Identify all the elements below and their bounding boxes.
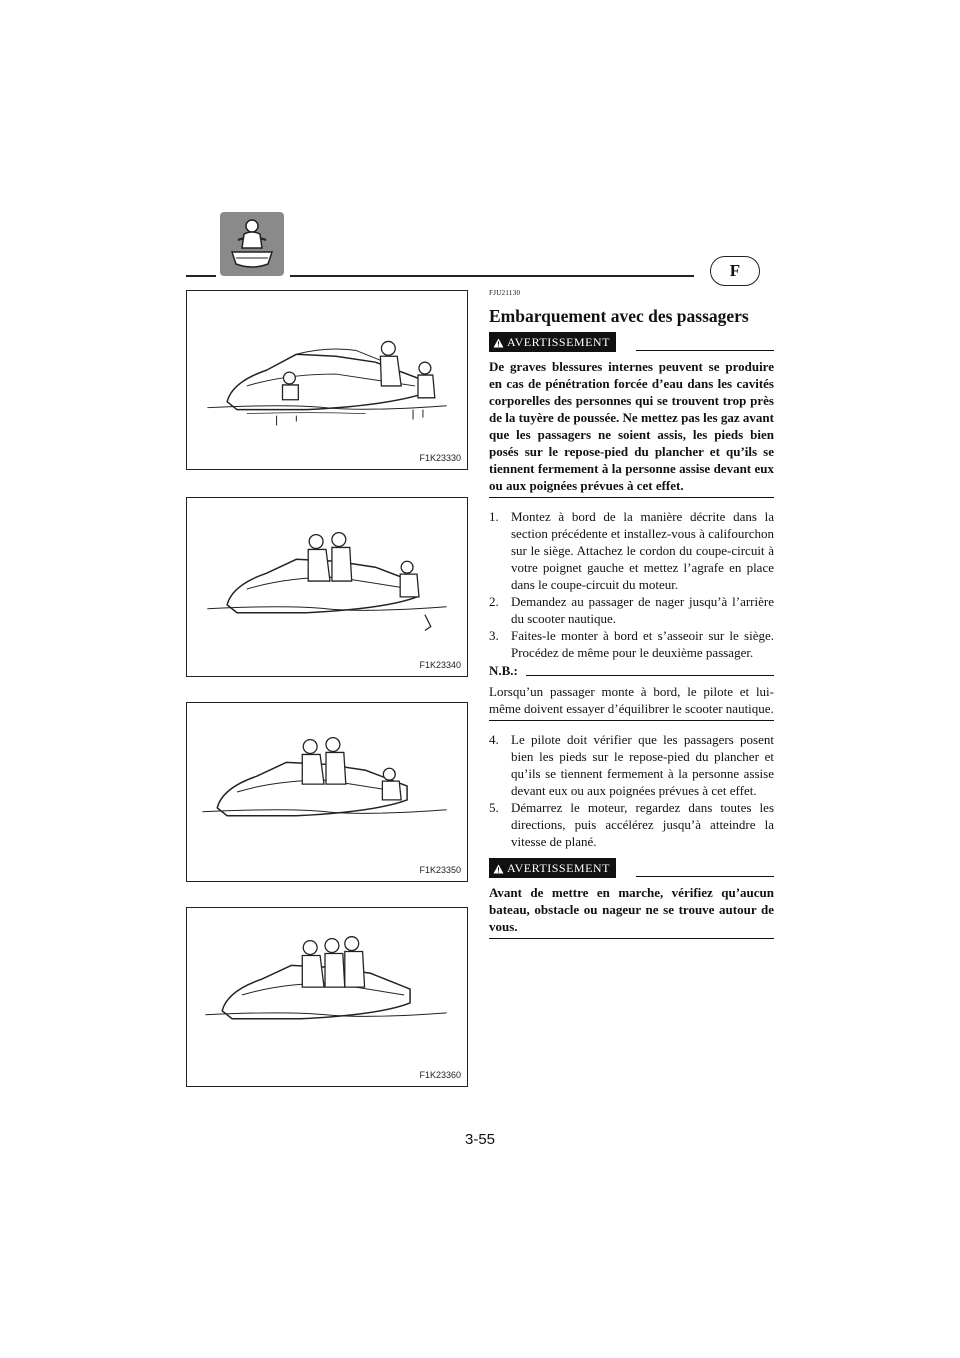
warning-rule <box>636 350 774 351</box>
jet-ski-illustration <box>187 498 467 676</box>
note-header <box>489 662 774 679</box>
note-text: Lorsqu’un passager monte à bord, le pilote et lui-même doivent essayer d’équilibrer le scooter nautique. <box>489 684 774 716</box>
section-title: Embarquement avec des passagers <box>489 306 749 326</box>
reference-code: FJU21130 <box>489 289 521 297</box>
text-column <box>489 285 774 939</box>
figure-code: F1K23340 <box>419 660 461 670</box>
warning-label: AVERTISSEMENT <box>507 861 610 875</box>
figure-second-passenger <box>186 497 468 677</box>
note-label: N.B.: <box>489 663 518 678</box>
figure-all-seated <box>186 907 468 1087</box>
language-badge: F <box>710 256 760 286</box>
note-end-rule <box>489 720 774 721</box>
warning-triangle-icon <box>493 338 504 348</box>
warning-end-rule <box>489 497 774 498</box>
jet-ski-illustration <box>187 908 467 1086</box>
steps-list <box>489 508 774 661</box>
list-item: 2. Demandez au passager de nager jusqu’à l’arrière du scooter nautique. <box>489 594 774 626</box>
note-rule <box>526 675 774 676</box>
jet-ski-illustration <box>187 291 467 469</box>
warning-badge <box>489 332 616 352</box>
header-rule-left <box>186 275 216 277</box>
steps-list <box>489 731 774 850</box>
warning-header <box>489 858 774 878</box>
warning-header <box>489 332 774 352</box>
list-item: 3. Faites-le monter à bord et s’asseoir sur le siège. Procédez de même pour le deuxième passager. <box>489 628 774 660</box>
warning-end-rule <box>489 938 774 939</box>
figure-boarding-swimmer <box>186 290 468 470</box>
figure-code: F1K23350 <box>419 865 461 875</box>
figure-third-passenger <box>186 702 468 882</box>
warning-badge <box>489 858 616 878</box>
list-item: 5. Démarrez le moteur, regardez dans toutes les directions, puis accélérez jusqu’à atteindre la vitesse de plané. <box>489 800 774 849</box>
list-item: 4. Le pilote doit vérifier que les passagers posent bien les pieds sur le repose-pied du plancher et qu’ils se tiennent fermement à la personne assise devant eux ou aux poignées prévues à cet effet. <box>489 732 774 798</box>
list-item: 1. Montez à bord de la manière décrite dans la section précédente et installez-vous à califourchon sur le siège. Attachez le cordon du coupe-circuit à votre poignet gauche et mettez l’agrafe en place dans le coupe-circuit du moteur. <box>489 509 774 592</box>
warning-rule <box>636 876 774 877</box>
warning-text: De graves blessures internes peuvent se produire en cas de pénétration forcée d’eau dans les cavités corporelles des personnes qui se trouvent trop près de la tuyère de poussée. Ne mettez pas les gaz avant que les passagers ne soient assis, les pieds bien posés sur le repose-pied du plancher et qu’ils se tiennent fermement à la personne assise devant eux ou aux poignées prévues à cet effet. <box>489 359 774 493</box>
header-rule-right <box>290 275 694 277</box>
warning-label: AVERTISSEMENT <box>507 335 610 349</box>
figure-code: F1K23360 <box>419 1070 461 1080</box>
page-number: 3-55 <box>464 1131 496 1148</box>
figure-code: F1K23330 <box>419 453 461 463</box>
warning-triangle-icon <box>493 864 504 874</box>
jet-ski-rider-icon <box>220 212 284 276</box>
warning-text: Avant de mettre en marche, vérifiez qu’aucun bateau, obstacle ou nageur ne se trouve autour de vous. <box>489 885 774 934</box>
jet-ski-illustration <box>187 703 467 881</box>
